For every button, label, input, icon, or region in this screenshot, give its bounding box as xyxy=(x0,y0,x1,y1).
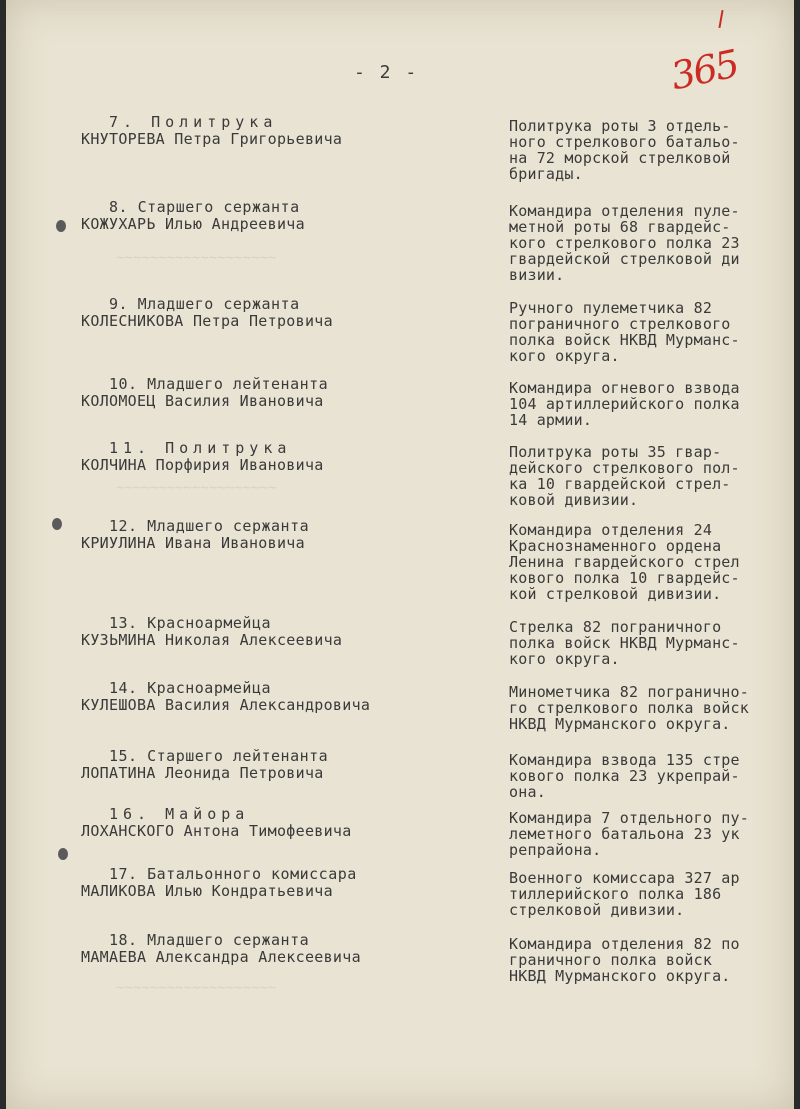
bleed-through-text: ~~~~~~~~~~~~~~~~~~~ xyxy=(116,480,277,496)
person-rank: 11. Политрука xyxy=(109,439,292,457)
bleed-through-text: ~~~~~~~~~~~~~~~~~~~ xyxy=(116,980,277,996)
person-name: ЛОХАНСКОГО Антона Тимофеевича xyxy=(81,822,352,840)
unit-description: Командира взвода 135 стре кового полка 23 укрепрай- она. xyxy=(509,751,740,801)
bleed-through-text: ~~~~~~~~~~~~~~~~~~~ xyxy=(116,250,277,266)
unit-description: Политрука роты 3 отдель- ного стрелкового батальо- на 72 морской стрелковой бригады. xyxy=(509,117,740,183)
person-rank: 15. Старшего лейтенанта xyxy=(109,747,329,765)
unit-description: Командира огневого взвода 104 артиллерийского полка 14 армии. xyxy=(509,379,740,429)
person-rank: 7. Политрука xyxy=(109,113,278,131)
unit-description: Стрелка 82 пограничного полка войск НКВД Мурманс- кого округа. xyxy=(509,618,740,668)
person-name: КУЗЬМИНА Николая Алексеевича xyxy=(81,631,343,649)
unit-description: Командира отделения 82 по граничного полка войск НКВД Мурманского округа. xyxy=(509,935,740,985)
person-rank: 9. Младшего сержанта xyxy=(109,295,300,313)
person-block xyxy=(81,296,481,330)
person-name: КНУТОРЕВА Петра Григорьевича xyxy=(81,130,343,148)
person-name: КОЛОМОЕЦ Василия Ивановича xyxy=(81,392,324,410)
person-block xyxy=(81,615,481,649)
person-name: КРИУЛИНА Ивана Ивановича xyxy=(81,534,305,552)
person-rank: 8. Старшего сержанта xyxy=(109,198,300,216)
person-rank: 12. Младшего сержанта xyxy=(109,517,310,535)
person-rank: 14. Красноармейца xyxy=(109,679,272,697)
unit-description: Военного комиссара 327 ар тиллерийского полка 186 стрелковой дивизии. xyxy=(509,869,740,919)
document-page xyxy=(6,0,794,1109)
unit-description: Политрука роты 35 гвар- дейского стрелкового пол- ка 10 гвардейской стрел- ковой дивизии. xyxy=(509,443,740,509)
person-block xyxy=(81,806,481,840)
pencil-mark xyxy=(718,10,723,28)
person-block xyxy=(81,199,481,233)
person-rank: 18. Младшего сержанта xyxy=(109,931,310,949)
unit-description: Командира 7 отдельного пу- леметного батальона 23 ук репрайона. xyxy=(509,809,749,859)
person-block xyxy=(81,866,481,900)
punch-hole-icon xyxy=(58,848,68,860)
person-name: МАЛИКОВА Илью Кондратьевича xyxy=(81,882,333,900)
person-name: КУЛЕШОВА Василия Александровича xyxy=(81,696,371,714)
person-name: КОЖУХАРЬ Илью Андреевича xyxy=(81,215,305,233)
person-name: КОЛЧИНА Порфирия Ивановича xyxy=(81,456,324,474)
unit-description: Минометчика 82 погранично- го стрелкового полка войск НКВД Мурманского округа. xyxy=(509,683,749,733)
unit-description: Ручного пулеметчика 82 пограничного стрелкового полка войск НКВД Мурманс- кого округа. xyxy=(509,299,740,365)
person-block xyxy=(81,932,481,966)
person-rank: 17. Батальонного комиссара xyxy=(109,865,357,883)
person-name: ЛОПАТИНА Леонида Петровича xyxy=(81,764,324,782)
unit-description: Командира отделения пуле- метной роты 68 гвардейс- кого стрелкового полка 23 гвардейской стрелковой ди визии. xyxy=(509,202,740,284)
page-number: - 2 - xyxy=(354,62,419,83)
unit-description: Командира отделения 24 Краснознаменного ордена Ленина гвардейского стрел кового полка 10 гвардейс- кой стрелковой дивизии. xyxy=(509,521,740,603)
person-name: КОЛЕСНИКОВА Петра Петровича xyxy=(81,312,333,330)
archive-page-number: 365 xyxy=(667,41,742,99)
punch-hole-icon xyxy=(56,220,66,232)
person-block xyxy=(81,518,481,552)
person-rank: 16. Майора xyxy=(109,805,250,823)
person-block xyxy=(81,680,481,714)
person-block xyxy=(81,114,481,148)
person-rank: 13. Красноармейца xyxy=(109,614,272,632)
person-rank: 10. Младшего лейтенанта xyxy=(109,375,329,393)
person-block xyxy=(81,376,481,410)
person-name: МАМАЕВА Александра Алексеевича xyxy=(81,948,361,966)
person-block xyxy=(81,440,481,474)
person-block xyxy=(81,748,481,782)
punch-hole-icon xyxy=(52,518,62,530)
